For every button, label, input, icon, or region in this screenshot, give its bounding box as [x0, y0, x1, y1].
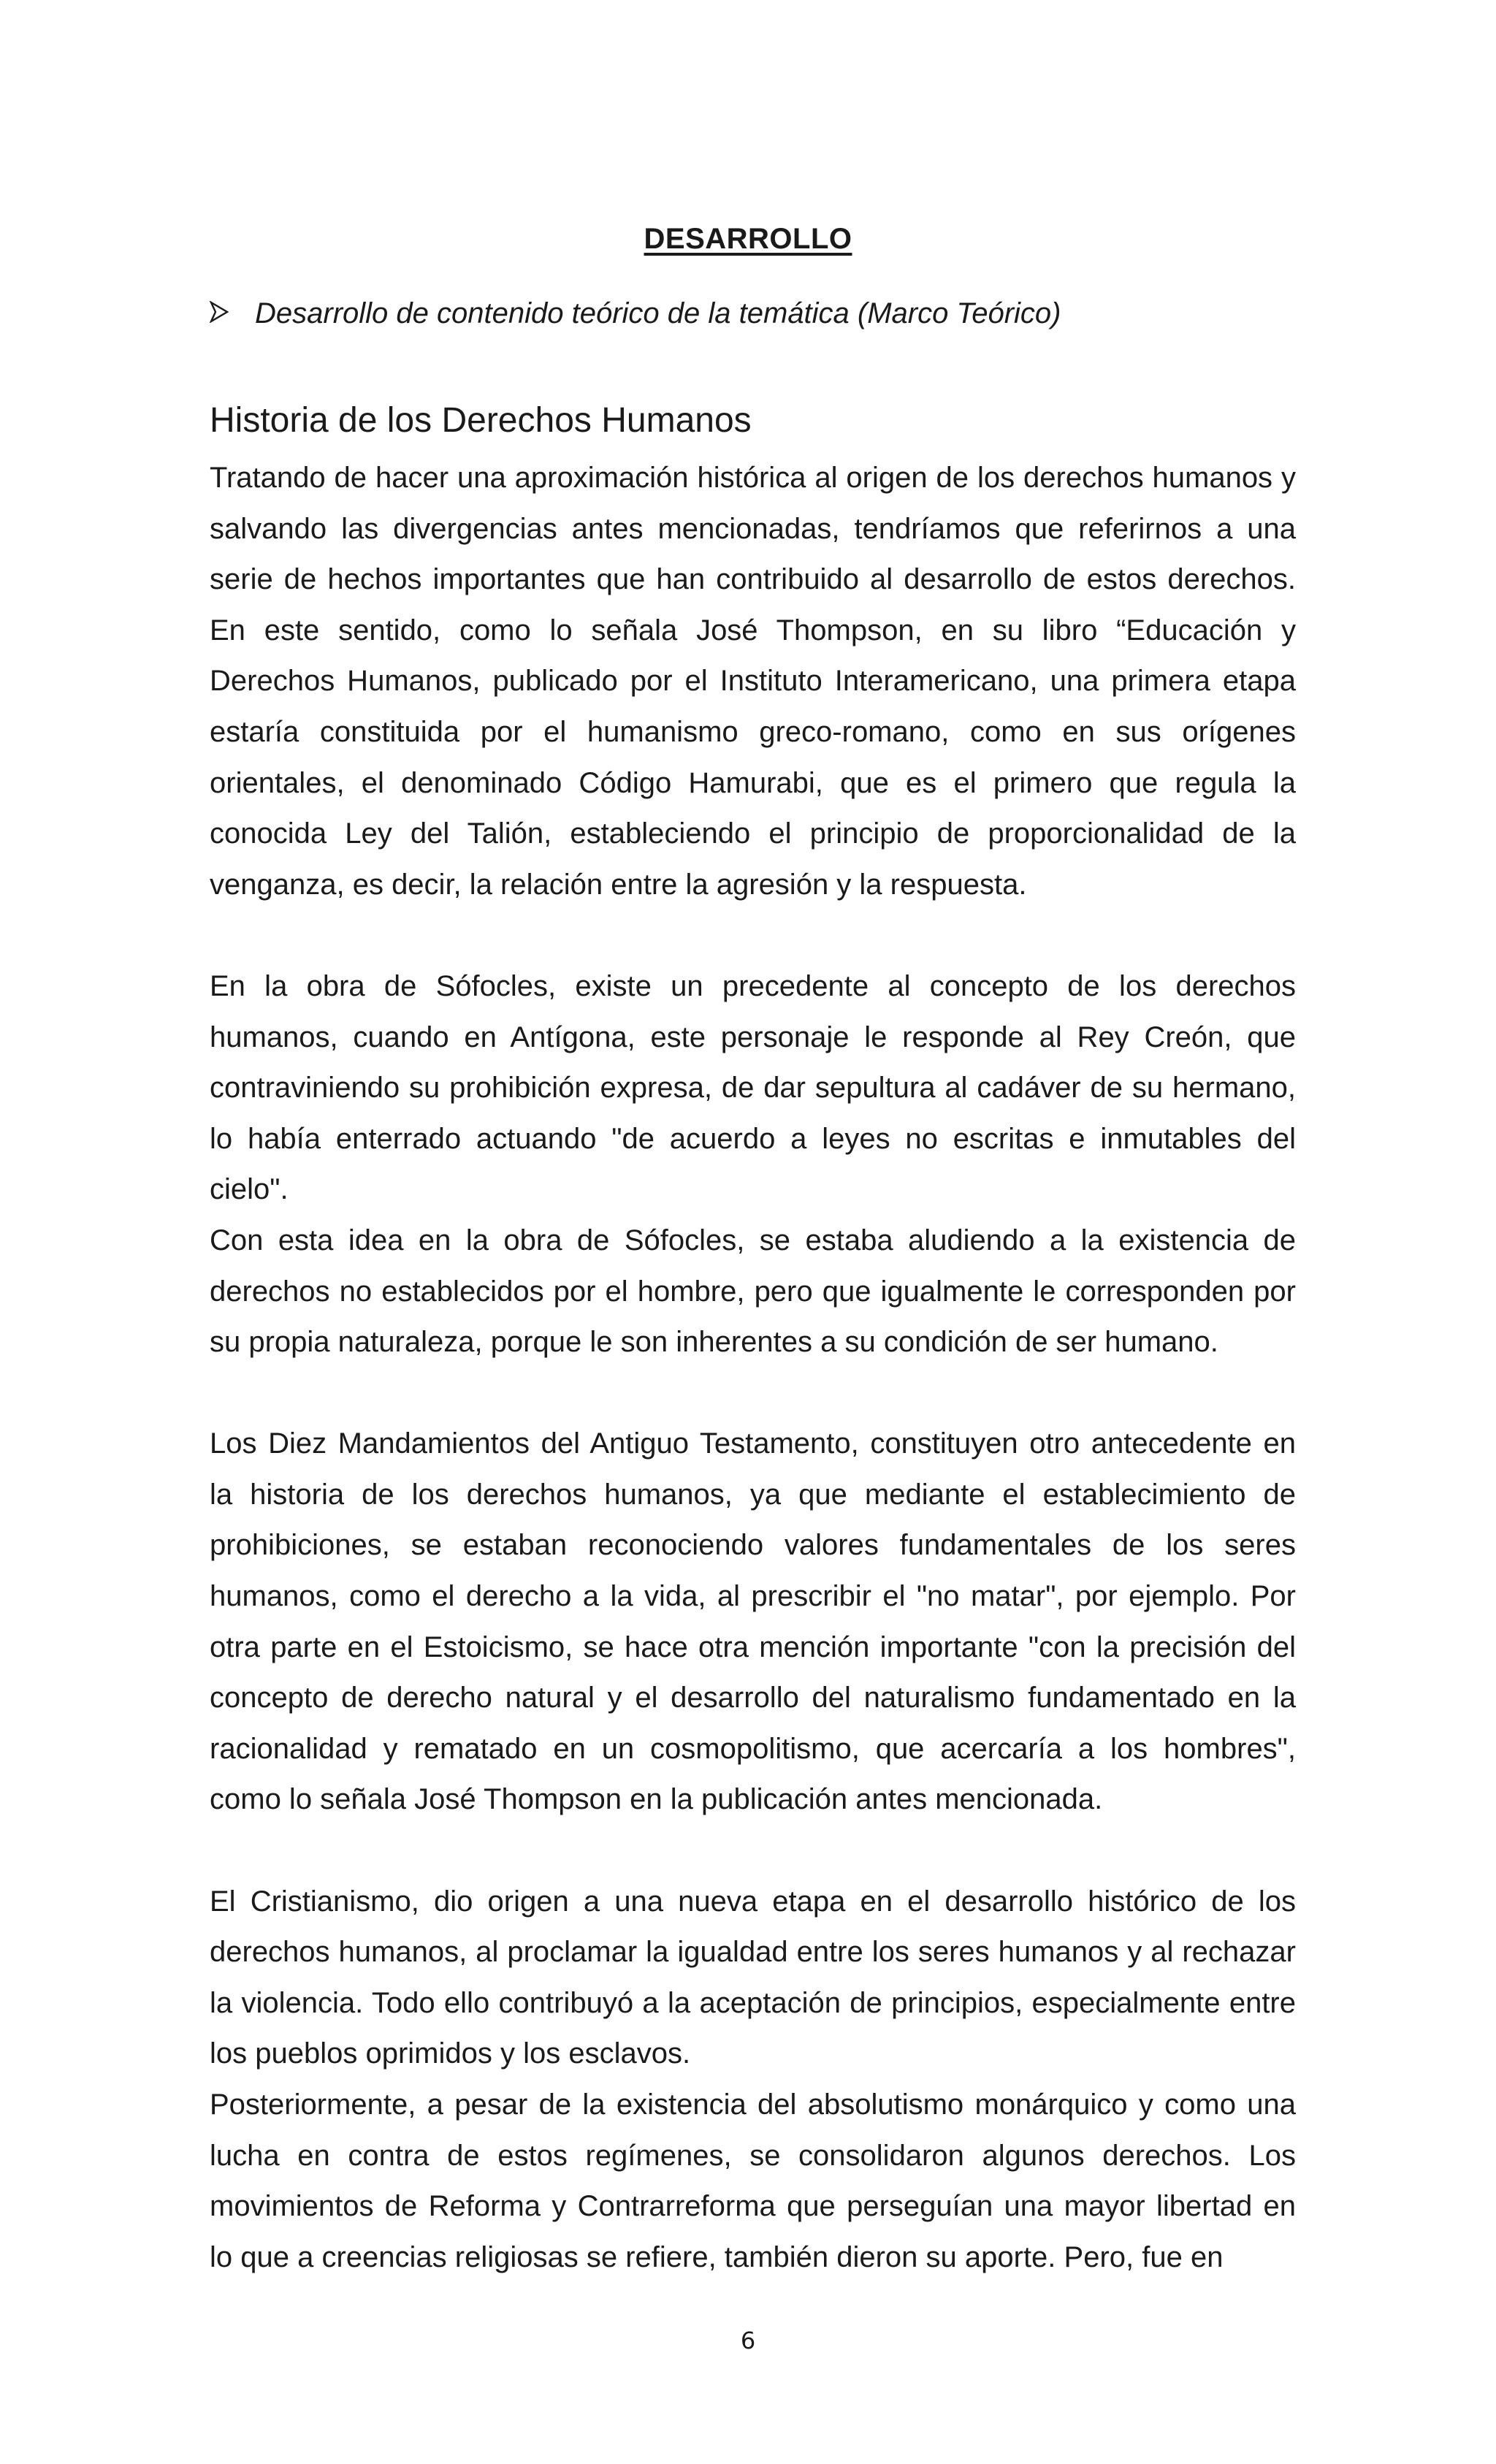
paragraph: En la obra de Sófocles, existe un precedente al concepto de los derechos humanos, cuando en Antígona, este personaje le responde al Rey Creón, que contraviniendo su prohibición expresa, de dar sepultura al cadáver de su hermano, lo había enterrado actuando "de acuerdo a leyes no escritas e inmutables del cielo". [210, 969, 1296, 1206]
page-heading: DESARROLLO [644, 223, 852, 255]
bullet-text: Desarrollo de contenido teórico de la temática (Marco Teórico) [255, 297, 1061, 329]
paragraph: Los Diez Mandamientos del Antiguo Testamento, constituyen otro antecedente en la historia de los derechos humanos, ya que mediante el establecimiento de prohibiciones, se estaban reconociendo valores fundamentales de los seres humanos, como el derecho a la vida, al prescribir el "no matar", por ejemplo. Por otra parte en el Estoicismo, se hace otra mención importante "con la precisión del concepto de derecho natural y el desarrollo del naturalismo fundamentado en la racionalidad y rematado en un cosmopolitismo, que acercaría a los hombres", como lo señala José Thompson en la publicación antes mencionada. [210, 1427, 1296, 1816]
arrow-bullet-icon [210, 299, 255, 329]
paragraph: Con esta idea en la obra de Sófocles, se estaba aludiendo a la existencia de derechos no establecidos por el hombre, pero que igualmente le corresponden por su propia naturaleza, porque le son inherentes a su condición de ser humano. [210, 1224, 1296, 1359]
section-title: Historia de los Derechos Humanos [210, 401, 752, 440]
paragraph: El Cristianismo, dio origen a una nueva etapa en el desarrollo histórico de los derechos humanos, al proclamar la igualdad entre los seres humanos y al rechazar la violencia. Todo ello contribuyó a la aceptación de principios, especialmente entre los pueblos oprimidos y los esclavos. [210, 1885, 1296, 2070]
paragraph: Posteriormente, a pesar de la existencia del absolutismo monárquico y como una lucha en contra de estos regímenes, se consolidaron algunos derechos. Los movimientos de Reforma y Contrarreforma que perseguían una mayor libertad en lo que a creencias religiosas se refiere, también dieron su aporte. Pero, fue en [210, 2089, 1296, 2273]
page-number: 6 [740, 2327, 756, 2354]
paragraph: Tratando de hacer una aproximación histórica al origen de los derechos humanos y salvando las divergencias antes mencionadas, tendríamos que referirnos a una serie de hechos importantes que han contribuido al desarrollo de estos derechos. En este sentido, como lo señala José Thompson, en su libro “Educación y Derechos Humanos, publicado por el Instituto Interamericano, una primera etapa estaría constituida por el humanismo greco-romano, como en sus orígenes orientales, el denominado Código Hamurabi, que es el primero que regula la conocida Ley del Talión, estableciendo el principio de proporcionalidad de la venganza, es decir, la relación entre la agresión y la respuesta. [210, 462, 1296, 901]
body-text [210, 453, 1296, 2283]
bullet-item [210, 297, 1291, 330]
